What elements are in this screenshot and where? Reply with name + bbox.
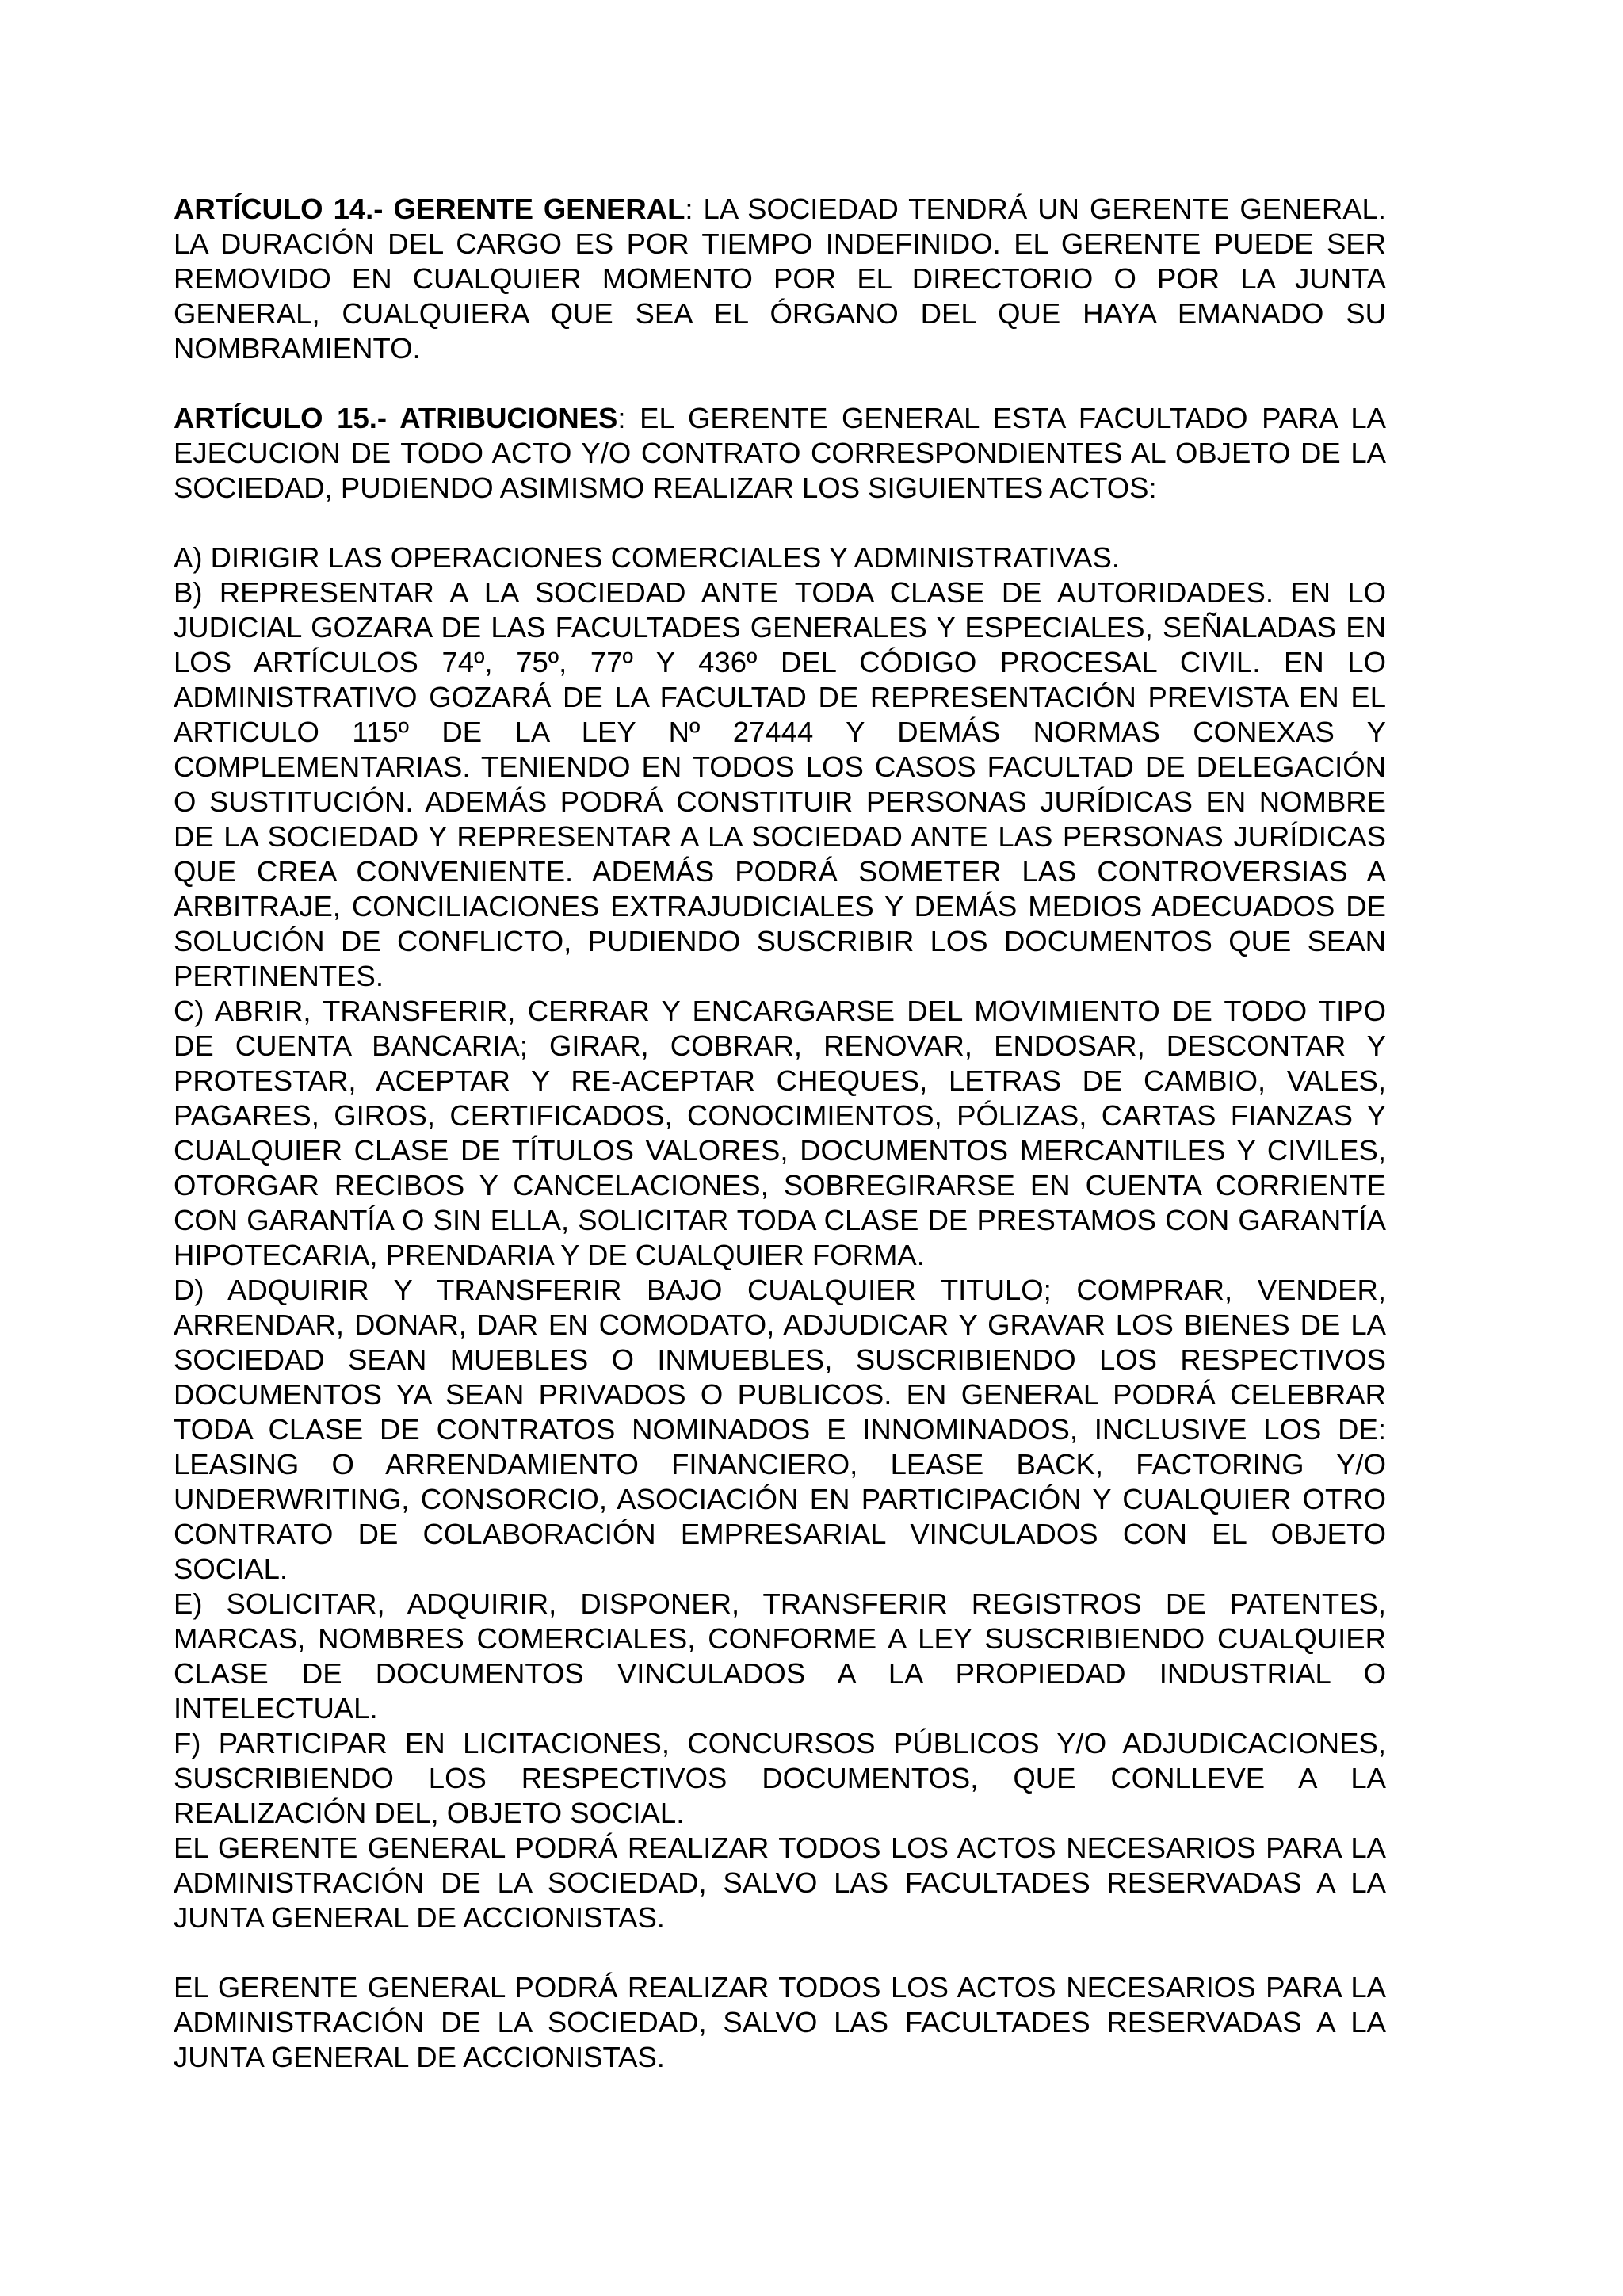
item-b: B) REPRESENTAR A LA SOCIEDAD ANTE TODA CLASE DE AUTORIDADES. EN LO JUDICIAL GOZARA DE LAS FACULTADES GENERALES Y ESPECIALES, SEÑALADAS EN LOS ARTÍCULOS 74º, 75º, 77º Y 436º DEL CÓDIGO PROCESAL CIVIL. EN LO ADMINISTRATIVO GOZARÁ DE LA FACULTAD DE REPRESENTACIÓN PREVISTA EN EL ARTICULO 115º DE LA LEY Nº 27444 Y DEMÁS NORMAS CONEXAS Y COMPLEMENTARIAS. TENIENDO EN TODOS LOS CASOS FACULTAD DE DELEGACIÓN O SUSTITUCIÓN. ADEMÁS PODRÁ CONSTITUIR PERSONAS JURÍDICAS EN NOMBRE DE LA SOCIEDAD Y REPRESENTAR A LA SOCIEDAD ANTE LAS PERSONAS JURÍDICAS QUE CREA CONVENIENTE. ADEMÁS PODRÁ SOMETER LAS CONTROVERSIAS A ARBITRAJE, CONCILIACIONES EXTRAJUDICIALES Y DEMÁS MEDIOS ADECUADOS DE SOLUCIÓN DE CONFLICTO, PUDIENDO SUSCRIBIR LOS DOCUMENTOS QUE SEAN PERTINENTES. bbox=[174, 576, 1386, 992]
paragraph-spacer bbox=[174, 1935, 1386, 1970]
item-d: D) ADQUIRIR Y TRANSFERIR BAJO CUALQUIER TITULO; COMPRAR, VENDER, ARRENDAR, DONAR, DAR EN COMODATO, ADJUDICAR Y GRAVAR LOS BIENES DE LA SOCIEDAD SEAN MUEBLES O INMUEBLES, SUSCRIBIENDO LOS RESPECTIVOS DOCUMENTOS YA SEAN PRIVADOS O PUBLICOS. EN GENERAL PODRÁ CELEBRAR TODA CLASE DE CONTRATOS NOMINADOS E INNOMINADOS, INCLUSIVE LOS DE: LEASING O ARRENDAMIENTO FINANCIERO, LEASE BACK, FACTORING Y/O UNDERWRITING, CONSORCIO, ASOCIACIÓN EN PARTICIPACIÓN Y CUALQUIER OTRO CONTRATO DE COLABORACIÓN EMPRESARIAL VINCULADOS CON EL OBJETO SOCIAL. bbox=[174, 1274, 1386, 1585]
paragraph-spacer bbox=[174, 506, 1386, 541]
paragraph-spacer bbox=[174, 366, 1386, 401]
article-14-paragraph bbox=[174, 192, 1386, 366]
item-e: E) SOLICITAR, ADQUIRIR, DISPONER, TRANSFERIR REGISTROS DE PATENTES, MARCAS, NOMBRES COMERCIALES, CONFORME A LEY SUSCRIBIENDO CUALQUIER CLASE DE DOCUMENTOS VINCULADOS A LA PROPIEDAD INDUSTRIAL O INTELECTUAL. bbox=[174, 1587, 1386, 1725]
closing-paragraph: EL GERENTE GENERAL PODRÁ REALIZAR TODOS LOS ACTOS NECESARIOS PARA LA ADMINISTRACIÓN DE LA SOCIEDAD, SALVO LAS FACULTADES RESERVADAS A LA JUNTA GENERAL DE ACCIONISTAS. bbox=[174, 1971, 1386, 2073]
item-f: F) PARTICIPAR EN LICITACIONES, CONCURSOS PÚBLICOS Y/O ADJUDICACIONES, SUSCRIBIENDO LOS RESPECTIVOS DOCUMENTOS, QUE CONLLEVE A LA REALIZACIÓN DEL, OBJETO SOCIAL. bbox=[174, 1727, 1386, 1829]
article-14-heading: ARTÍCULO 14.- GERENTE GENERAL bbox=[174, 193, 685, 225]
item-c: C) ABRIR, TRANSFERIR, CERRAR Y ENCARGARSE DEL MOVIMIENTO DE TODO TIPO DE CUENTA BANCARIA; GIRAR, COBRAR, RENOVAR, ENDOSAR, DESCONTAR Y PROTESTAR, ACEPTAR Y RE-ACEPTAR CHEQUES, LETRAS DE CAMBIO, VALES, PAGARES, GIROS, CERTIFICADOS, CONOCIMIENTOS, PÓLIZAS, CARTAS FIANZAS Y CUALQUIER CLASE DE TÍTULOS VALORES, DOCUMENTOS MERCANTILES Y CIVILES, OTORGAR RECIBOS Y CANCELACIONES, SOBREGIRARSE EN CUENTA CORRIENTE CON GARANTÍA O SIN ELLA, SOLICITAR TODA CLASE DE PRESTAMOS CON GARANTÍA HIPOTECARIA, PRENDARIA Y DE CUALQUIER FORMA. bbox=[174, 995, 1386, 1271]
article-15-paragraph bbox=[174, 401, 1386, 506]
item-a: A) DIRIGIR LAS OPERACIONES COMERCIALES Y ADMINISTRATIVAS. bbox=[174, 541, 1120, 574]
article-15-text: : EL GERENTE GENERAL ESTA FACULTADO PARA LA EJECUCION DE TODO ACTO Y/O CONTRATO CORRESPONDIENTES AL OBJETO DE LA SOCIEDAD, PUDIENDO ASIMISMO REALIZAR LOS SIGUIENTES ACTOS: bbox=[174, 402, 1386, 504]
article-14-text: : LA SOCIEDAD TENDRÁ UN GERENTE GENERAL. LA DURACIÓN DEL CARGO ES POR TIEMPO INDEFINIDO. EL GERENTE PUEDE SER REMOVIDO EN CUALQUIER MOMENTO POR EL DIRECTORIO O POR LA JUNTA GENERAL, CUALQUIERA QUE SEA EL ÓRGANO DEL QUE HAYA EMANADO SU NOMBRAMIENTO. bbox=[174, 193, 1386, 365]
document-page bbox=[174, 192, 1386, 2075]
article-15-heading: ARTÍCULO 15.- ATRIBUCIONES bbox=[174, 402, 618, 434]
general-manager-note: EL GERENTE GENERAL PODRÁ REALIZAR TODOS LOS ACTOS NECESARIOS PARA LA ADMINISTRACIÓN DE LA SOCIEDAD, SALVO LAS FACULTADES RESERVADAS A LA JUNTA GENERAL DE ACCIONISTAS. bbox=[174, 1832, 1386, 1934]
